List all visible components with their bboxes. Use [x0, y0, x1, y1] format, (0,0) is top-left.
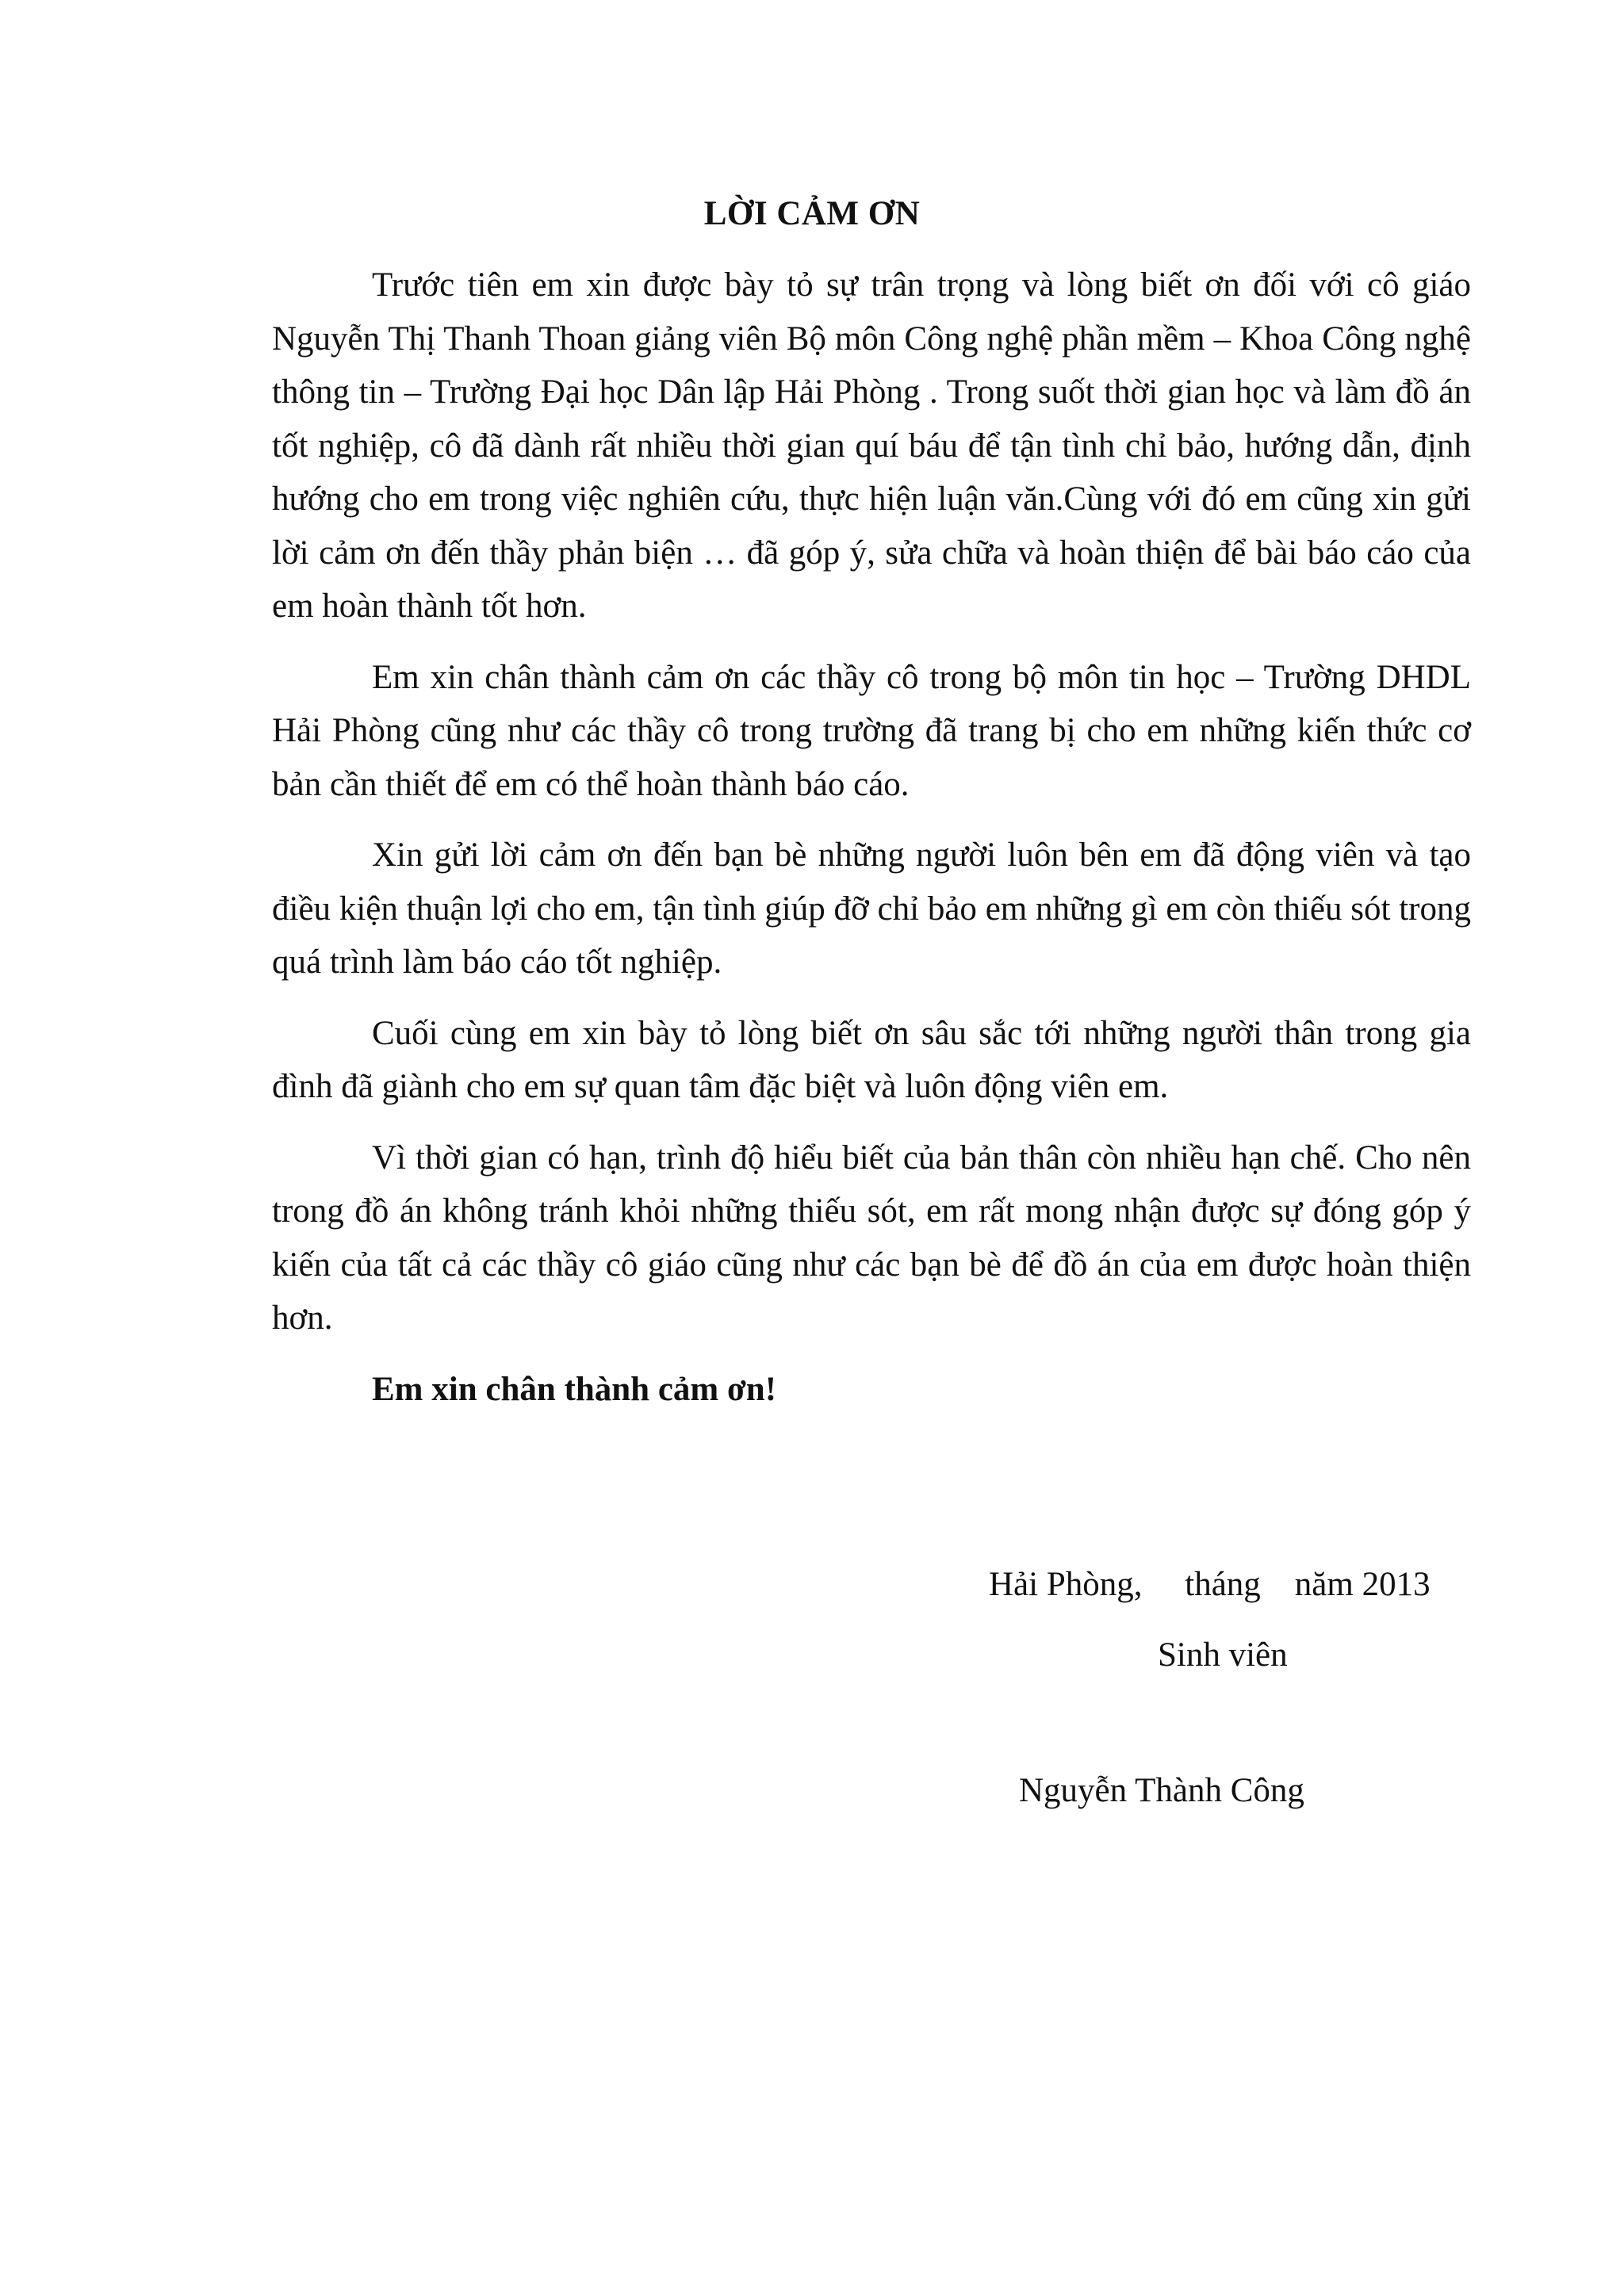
paragraph-1: Trước tiên em xin được bày tỏ sự trân trọng và lòng biết ơn đối với cô giáo Nguyễn Thị Thanh Thoan giảng viên Bộ môn Công nghệ phần mềm – Khoa Công nghệ thông tin – Trường Đại học Dân lập Hải Phòng . Trong suốt thời gian học và làm đồ án tốt nghiệp, cô đã dành rất nhiều thời gian quí báu để tận tình chỉ bảo, hướng dẫn, định hướng cho em trong việc nghiên cứu, thực hiện luận văn.Cùng với đó em cũng xin gửi lời cảm ơn đến thầy phản biện … đã góp ý, sửa chữa và hoàn thiện để bài báo cáo của em hoàn thành tốt hơn. [272, 266, 1471, 625]
closing-line: Em xin chân thành cảm ơn! [372, 1370, 777, 1408]
signature-role: Sinh viên [1158, 1636, 1288, 1674]
document-body [272, 258, 1471, 1416]
signature-name: Nguyễn Thành Công [1019, 1772, 1304, 1809]
signature-place-date: Hải Phòng, tháng năm 2013 [989, 1566, 1431, 1603]
paragraph-3: Xin gửi lời cảm ơn đến bạn bè những người luôn bên em đã động viên và tạo điều kiện thuận lợi cho em, tận tình giúp đỡ chỉ bảo em những gì em còn thiếu sót trong quá trình làm báo cáo tốt nghiệp. [272, 836, 1471, 981]
paragraph-5: Vì thời gian có hạn, trình độ hiểu biết của bản thân còn nhiều hạn chế. Cho nên trong đồ án không tránh khỏi những thiếu sót, em rất mong nhận được sự đóng góp ý kiến của tất cả các thầy cô giáo cũng như các bạn bè để đồ án của em được hoàn thiện hơn. [272, 1138, 1471, 1337]
page-title: LỜI CẢM ƠN [703, 195, 921, 232]
paragraph-4: Cuối cùng em xin bày tỏ lòng biết ơn sâu sắc tới những người thân trong gia đình đã giành cho em sự quan tâm đặc biệt và luôn động viên em. [272, 1014, 1471, 1105]
paragraph-2: Em xin chân thành cảm ơn các thầy cô trong bộ môn tin học – Trường DHDL Hải Phòng cũng như các thầy cô trong trường đã trang bị cho em những kiến thức cơ bản cần thiết để em có thể hoàn thành báo cáo. [272, 658, 1471, 803]
